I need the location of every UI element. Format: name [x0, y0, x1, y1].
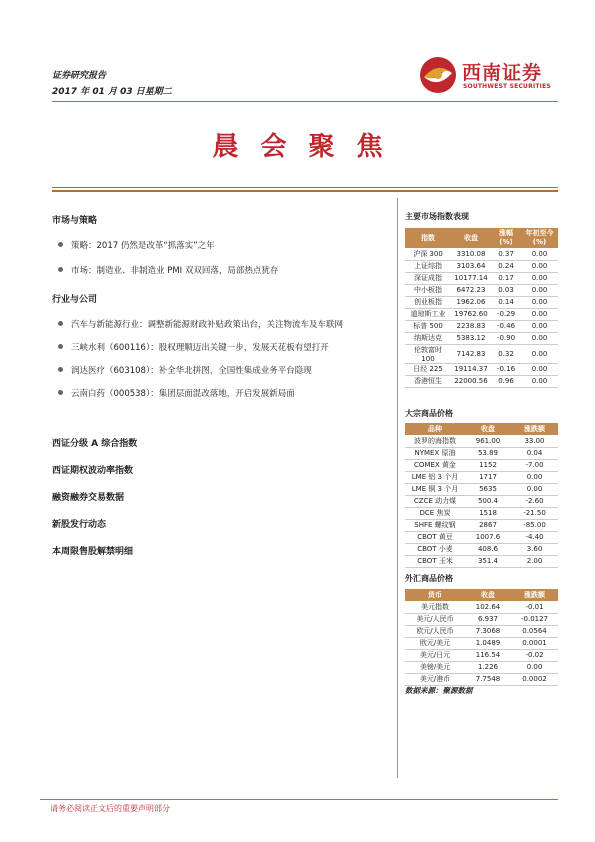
table-row [405, 363, 558, 375]
table-cell: 2.00 [511, 555, 558, 567]
table-cell: 2238.83 [451, 320, 491, 332]
table-cell: 0.37 [491, 248, 521, 260]
column-header: 货币 [405, 589, 465, 601]
table-cell: 6.937 [465, 613, 511, 625]
table-cell: 1717 [465, 471, 511, 483]
table-row [405, 519, 558, 531]
table-cell: -0.01 [511, 601, 558, 613]
table-cell: 欧元/人民币 [405, 625, 465, 637]
table-cell: 创业板指 [405, 296, 451, 308]
table-cell: 19114.37 [451, 363, 491, 375]
table-cell: 0.00 [521, 248, 558, 260]
list-item[interactable]: 策略：2017 仍然是改革“抓落实”之年 [58, 239, 215, 251]
industry-heading: 行业与公司 [52, 295, 98, 305]
bullet-icon [58, 321, 63, 326]
bullet-icon [58, 242, 63, 247]
table-cell: CBOT 黄豆 [405, 531, 465, 543]
table-cell: 1518 [465, 507, 511, 519]
table-row [405, 625, 558, 637]
table-row [405, 447, 558, 459]
list-item[interactable]: 润达医疗（603108）：补全华北拼图，全国性集成业务平台隐现 [58, 364, 312, 376]
commodity-table [405, 423, 558, 568]
table-cell: 1007.6 [465, 531, 511, 543]
footer-disclaimer: 请务必阅读正文后的重要声明部分 [50, 804, 170, 813]
table-cell: -0.46 [491, 320, 521, 332]
table-row [405, 260, 558, 272]
logo-chinese-name: 西南证券 [462, 62, 543, 84]
table-cell: 0.00 [511, 661, 558, 673]
table-cell: 5635 [465, 483, 511, 495]
table-cell: 10177.14 [451, 272, 491, 284]
table-row [405, 543, 558, 555]
table-cell: -4.40 [511, 531, 558, 543]
table-cell: COMEX 黄金 [405, 459, 465, 471]
table-cell: 上证综指 [405, 260, 451, 272]
section-link-lockup[interactable]: 本周限售股解禁明细 [52, 547, 134, 557]
bullet-icon [58, 390, 63, 395]
table-cell: 美元/日元 [405, 649, 465, 661]
column-header: 年初至今(%) [521, 228, 558, 248]
table-cell: 7.7548 [465, 673, 511, 685]
table-cell: -0.90 [491, 332, 521, 344]
column-header: 指数 [405, 228, 451, 248]
table-cell: 0.00 [521, 284, 558, 296]
bullet-icon [58, 267, 63, 272]
table-row [405, 673, 558, 685]
company-logo [418, 55, 558, 95]
table-row [405, 637, 558, 649]
table-cell: 3.60 [511, 543, 558, 555]
table-cell: 香港恒生 [405, 375, 451, 387]
column-header: 品种 [405, 423, 465, 435]
table-cell: CBOT 玉米 [405, 555, 465, 567]
table-cell: 0.14 [491, 296, 521, 308]
list-item[interactable]: 汽车与新能源行业：调整新能源财政补贴政策出台，关注物流车及车联网 [58, 318, 343, 330]
table-cell: 欧元/美元 [405, 637, 465, 649]
table-row [405, 344, 558, 363]
table-row [405, 601, 558, 613]
section-link-index-a[interactable]: 西证分级 A 综合指数 [52, 439, 138, 449]
title-rule-thin [52, 187, 558, 188]
list-item[interactable]: 三峡水利（600116）：股权理顺迈出关键一步，发展天花板有望打开 [58, 341, 329, 353]
table-cell: 0.00 [521, 375, 558, 387]
section-link-ipo[interactable]: 新股发行动态 [52, 520, 107, 530]
table-row [405, 308, 558, 320]
table-row [405, 495, 558, 507]
table-cell: -0.29 [491, 308, 521, 320]
bullet-icon [58, 344, 63, 349]
table-cell: 道琼斯工业 [405, 308, 451, 320]
table-cell: 深证成指 [405, 272, 451, 284]
table-row [405, 661, 558, 673]
table-cell: 116.54 [465, 649, 511, 661]
column-header: 涨跌额 [511, 423, 558, 435]
table-row [405, 531, 558, 543]
column-header: 收盘 [465, 589, 511, 601]
table-cell: 沪深 300 [405, 248, 451, 260]
table-cell: 0.00 [521, 332, 558, 344]
table-cell: 日经 225 [405, 363, 451, 375]
data-source: 数据来源：聚源数据 [405, 686, 473, 695]
table-cell: 1.0489 [465, 637, 511, 649]
table-cell: -21.50 [511, 507, 558, 519]
table-cell: 美元/人民币 [405, 613, 465, 625]
table-cell: 0.24 [491, 260, 521, 272]
table-cell: 波罗的海指数 [405, 435, 465, 447]
table-cell: 19762.60 [451, 308, 491, 320]
logo-mark-icon [418, 55, 458, 95]
table-cell: 7142.83 [451, 344, 491, 363]
table-cell: 美元指数 [405, 601, 465, 613]
table-row [405, 471, 558, 483]
table-cell: LME 铜 3 个月 [405, 483, 465, 495]
table-cell: 3103.64 [451, 260, 491, 272]
column-header: 收盘 [451, 228, 491, 248]
table-cell: 纳斯达克 [405, 332, 451, 344]
table-cell: 500.4 [465, 495, 511, 507]
index-table-title: 主要市场指数表现 [405, 212, 469, 221]
table-cell: 3310.08 [451, 248, 491, 260]
table-cell: 伦敦富时 100 [405, 344, 451, 363]
table-cell: -7.00 [511, 459, 558, 471]
table-row [405, 613, 558, 625]
table-cell: 33.00 [511, 435, 558, 447]
table-cell: SHFE 螺纹钢 [405, 519, 465, 531]
table-cell: 中小板指 [405, 284, 451, 296]
table-cell: 53.89 [465, 447, 511, 459]
table-row [405, 296, 558, 308]
table-cell: 7.3068 [465, 625, 511, 637]
column-divider [397, 198, 398, 778]
table-cell: 6472.23 [451, 284, 491, 296]
table-row [405, 649, 558, 661]
bullet-icon [58, 367, 63, 372]
logo-english-name: SOUTHWEST SECURITIES [463, 83, 551, 90]
table-cell: -0.16 [491, 363, 521, 375]
header-rule [52, 101, 558, 102]
table-cell: CZCE 动力煤 [405, 495, 465, 507]
table-cell: 0.00 [521, 272, 558, 284]
market-strategy-heading: 市场与策略 [52, 216, 98, 226]
table-row [405, 320, 558, 332]
table-cell: 408.6 [465, 543, 511, 555]
commodity-table-title: 大宗商品价格 [405, 409, 453, 418]
table-row [405, 375, 558, 387]
table-cell: 美元/港币 [405, 673, 465, 685]
table-cell: 标普 500 [405, 320, 451, 332]
section-link-option-vol[interactable]: 西证期权波动率指数 [52, 466, 134, 476]
table-cell: 0.00 [511, 483, 558, 495]
title-rule-thick [52, 190, 558, 192]
table-cell: NYMEX 原油 [405, 447, 465, 459]
table-row [405, 248, 558, 260]
table-row [405, 555, 558, 567]
table-row [405, 332, 558, 344]
table-cell: 0.32 [491, 344, 521, 363]
table-cell: 0.0001 [511, 637, 558, 649]
table-cell: 0.00 [521, 320, 558, 332]
table-row [405, 507, 558, 519]
column-header: 涨幅(%) [491, 228, 521, 248]
table-cell: 22000.56 [451, 375, 491, 387]
table-cell: 0.00 [521, 344, 558, 363]
table-cell: 0.00 [521, 308, 558, 320]
list-item[interactable]: 市场：制造业、非制造业 PMI 双双回落，局部热点犹存 [58, 264, 278, 276]
column-header: 收盘 [465, 423, 511, 435]
table-cell: CBOT 小麦 [405, 543, 465, 555]
page-title: 晨会聚焦 [212, 132, 405, 162]
index-table [405, 228, 558, 388]
table-cell: 0.00 [521, 296, 558, 308]
fx-table [405, 589, 558, 686]
table-row [405, 483, 558, 495]
table-cell: -0.02 [511, 649, 558, 661]
table-cell: 0.04 [511, 447, 558, 459]
table-cell: -85.00 [511, 519, 558, 531]
table-cell: 0.00 [511, 471, 558, 483]
table-cell: DCE 焦炭 [405, 507, 465, 519]
footer-rule [40, 799, 558, 800]
table-row [405, 272, 558, 284]
table-cell: 美镑/美元 [405, 661, 465, 673]
table-cell: 0.96 [491, 375, 521, 387]
table-cell: 5383.12 [451, 332, 491, 344]
table-cell: 1962.06 [451, 296, 491, 308]
table-cell: 1.226 [465, 661, 511, 673]
table-cell: LME 铝 3 个月 [405, 471, 465, 483]
report-date: 2017 年 01 月 03 日星期二 [52, 87, 172, 97]
table-cell: 102.64 [465, 601, 511, 613]
table-cell: 0.0002 [511, 673, 558, 685]
table-row [405, 435, 558, 447]
table-cell: 2867 [465, 519, 511, 531]
table-cell: -2.60 [511, 495, 558, 507]
table-row [405, 284, 558, 296]
list-item[interactable]: 云南白药（000538）：集团层面混改落地，开启发展新局面 [58, 387, 295, 399]
fx-table-title: 外汇商品价格 [405, 574, 453, 583]
section-link-margin[interactable]: 融资融券交易数据 [52, 493, 125, 503]
table-cell: 0.03 [491, 284, 521, 296]
table-cell: -0.0127 [511, 613, 558, 625]
table-cell: 0.00 [521, 363, 558, 375]
table-cell: 1152 [465, 459, 511, 471]
table-cell: 0.17 [491, 272, 521, 284]
table-cell: 0.00 [521, 260, 558, 272]
table-cell: 351.4 [465, 555, 511, 567]
column-header: 涨跌额 [511, 589, 558, 601]
report-type: 证券研究报告 [52, 71, 107, 81]
table-cell: 961.00 [465, 435, 511, 447]
table-cell: 0.0564 [511, 625, 558, 637]
table-row [405, 459, 558, 471]
